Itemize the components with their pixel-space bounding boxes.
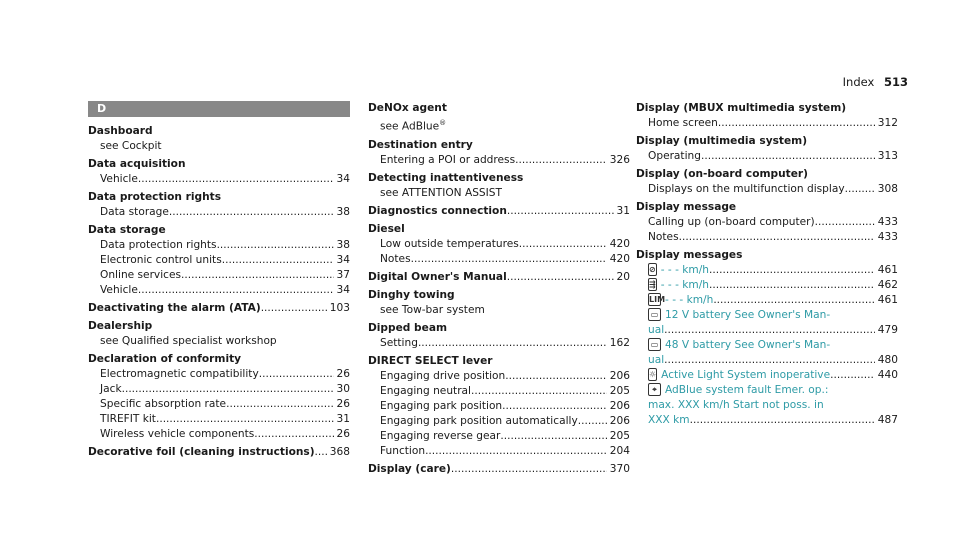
leader-dots <box>259 367 334 382</box>
heading-text: Dashboard <box>88 125 153 137</box>
heading-text: Data protection rights <box>88 191 222 203</box>
leader-dots <box>156 412 334 427</box>
index-heading <box>636 200 898 215</box>
page-ref[interactable]: 37 <box>336 269 350 281</box>
sub-entry-text: Home screen <box>648 117 718 129</box>
sub-entry[interactable] <box>636 308 898 338</box>
leader-dots <box>578 414 607 429</box>
sub-entry-text: ual <box>648 324 665 336</box>
sub-entry-line <box>648 413 898 428</box>
index-entry <box>88 319 350 349</box>
sub-entry-text: Active Light System inoperative <box>661 369 831 381</box>
sub-entry[interactable] <box>636 338 898 368</box>
sub-entry-text: Setting <box>380 336 418 349</box>
heading-text: Decorative foil (cleaning instructions) <box>88 446 315 458</box>
section-letter-bar: D <box>88 101 350 117</box>
page-ref[interactable]: 34 <box>336 173 350 185</box>
leader-dots <box>500 429 606 444</box>
page-ref[interactable]: 103 <box>329 302 350 314</box>
sub-entry-text: Notes <box>648 231 679 243</box>
sub-entry[interactable] <box>88 253 350 268</box>
page-ref[interactable]: 420 <box>609 237 630 250</box>
index-entry <box>88 190 350 220</box>
leader-dots <box>507 270 614 285</box>
page-ref[interactable]: 326 <box>609 153 630 166</box>
leader-dots <box>515 153 607 168</box>
heading-text: Digital Owner's Manual <box>368 270 507 283</box>
page-ref[interactable]: 461 <box>877 264 898 276</box>
battery-12v-icon: ▭ <box>648 308 661 321</box>
page-ref[interactable]: 205 <box>609 429 630 442</box>
index-heading[interactable] <box>368 270 630 285</box>
leader-dots <box>254 427 333 442</box>
page-ref[interactable]: 313 <box>877 150 898 162</box>
page-ref[interactable]: 370 <box>609 462 630 475</box>
sub-entry-text: 48 V battery See Owner's Man- <box>665 339 831 351</box>
leader-dots <box>451 462 607 477</box>
sub-entry-text: Jack <box>100 383 122 395</box>
heading-text: Display (MBUX multimedia system) <box>636 102 847 114</box>
leader-dots <box>261 301 327 316</box>
battery-48v-icon: ▭ <box>648 338 661 351</box>
index-heading <box>368 222 630 237</box>
sub-entry[interactable] <box>636 368 898 383</box>
cruise-control-icon: ⊘ <box>649 265 656 274</box>
index-column-2 <box>368 101 630 480</box>
sub-entry[interactable] <box>368 399 630 414</box>
index-entry <box>88 445 350 460</box>
heading-text: Deactivating the alarm (ATA) <box>88 302 261 314</box>
sub-entry[interactable] <box>88 412 350 427</box>
distance-pilot-icon: ⇶ <box>649 280 656 289</box>
page-ref[interactable]: 34 <box>336 254 350 266</box>
sub-entry-text: TIREFIT kit <box>100 413 156 425</box>
sub-entry-text: 12 V battery See Owner's Man- <box>665 309 831 321</box>
adblue-icon: ⌖ <box>648 383 661 396</box>
index-entry <box>88 301 350 316</box>
sub-entry-text: Function <box>380 444 426 457</box>
index-heading <box>88 124 350 139</box>
sub-entry-text: Engaging neutral <box>380 384 471 397</box>
leader-dots <box>815 215 875 230</box>
sub-entry-text: Data storage <box>100 206 169 218</box>
index-column-3 <box>636 101 898 431</box>
heading-text: Display (on-board computer) <box>636 168 808 180</box>
page-ref[interactable]: 26 <box>336 428 350 440</box>
sub-entry-line <box>648 353 898 368</box>
sub-entry-text: see Cockpit <box>100 140 162 152</box>
index-heading <box>88 190 350 205</box>
sub-entry-text: Online services <box>100 269 182 281</box>
sub-entry-text: Data protection rights <box>100 239 217 251</box>
index-entry <box>636 200 898 245</box>
sub-entry[interactable] <box>88 397 350 412</box>
sub-entry[interactable] <box>368 444 630 459</box>
leader-dots <box>709 263 875 278</box>
index-entry <box>368 101 630 135</box>
index-entry <box>368 204 630 219</box>
heading-text: Display message <box>636 201 737 213</box>
sub-entry-line <box>648 308 898 323</box>
page-header <box>843 75 908 89</box>
sub-entry-line <box>648 323 898 338</box>
index-entry <box>368 462 630 477</box>
index-entry <box>368 354 630 459</box>
page-ref[interactable]: 479 <box>877 324 898 336</box>
index-heading <box>368 321 630 336</box>
leader-dots <box>709 278 875 293</box>
sub-entry-text: Specific absorption rate <box>100 398 227 410</box>
sub-entry-text: see Qualified specialist workshop <box>100 335 277 347</box>
leader-dots <box>664 323 875 338</box>
sub-entry[interactable] <box>88 382 350 397</box>
page-ref[interactable]: 30 <box>336 383 350 395</box>
sub-entry[interactable] <box>636 263 898 278</box>
heading-text: Declaration of conformity <box>88 353 242 365</box>
leader-dots <box>505 369 607 384</box>
index-heading <box>636 101 898 116</box>
page-ref[interactable]: 162 <box>609 336 630 349</box>
heading-text: Display (care) <box>368 462 451 475</box>
leader-dots <box>679 230 875 245</box>
sub-entry <box>368 116 630 135</box>
sub-entry-line <box>648 398 898 413</box>
sub-entry <box>88 139 350 154</box>
sub-entry[interactable] <box>368 153 630 168</box>
leader-dots <box>718 116 875 131</box>
page-ref[interactable]: 462 <box>877 279 898 291</box>
index-heading <box>88 319 350 334</box>
index-heading <box>636 167 898 182</box>
index-heading[interactable] <box>368 462 630 477</box>
index-entry <box>368 288 630 318</box>
sub-entry-text: XXX km <box>648 414 690 426</box>
index-heading <box>368 101 630 116</box>
leader-dots <box>226 397 333 412</box>
page-ref[interactable]: 26 <box>336 368 350 380</box>
leader-dots <box>507 204 614 219</box>
index-entry <box>636 101 898 131</box>
page-ref[interactable]: 34 <box>336 284 350 296</box>
index-heading <box>88 157 350 172</box>
page-ref[interactable]: 26 <box>336 398 350 410</box>
sub-entry[interactable] <box>88 238 350 253</box>
sub-entry-text: Engaging reverse gear <box>380 429 501 442</box>
heading-text: Diesel <box>368 222 405 235</box>
sub-entry-text: Displays on the multifunction display <box>648 183 845 195</box>
page-ref[interactable]: 368 <box>329 446 350 458</box>
leader-dots <box>418 336 607 351</box>
sub-entry-text: Entering a POI or address <box>380 153 516 166</box>
page-ref[interactable]: 206 <box>609 414 630 427</box>
sub-entry <box>368 186 630 201</box>
leader-dots <box>411 252 607 267</box>
page-ref[interactable]: 461 <box>877 294 898 306</box>
sub-entry[interactable] <box>88 172 350 187</box>
heading-text: Dinghy towing <box>368 288 455 301</box>
index-entry <box>368 138 630 168</box>
index-entry <box>368 321 630 351</box>
page-ref[interactable]: 31 <box>616 204 630 217</box>
page-ref[interactable]: 206 <box>609 399 630 412</box>
sub-entry-text: see AdBlue <box>380 120 440 133</box>
page-ref[interactable]: 206 <box>609 369 630 382</box>
index-entry <box>368 171 630 201</box>
sub-entry-text: Calling up (on-board computer) <box>648 216 815 228</box>
sub-entry[interactable] <box>636 215 898 230</box>
index-entry <box>88 352 350 442</box>
sub-entry[interactable] <box>636 116 898 131</box>
sub-entry-text: Electromagnetic compatibility <box>100 368 259 380</box>
heading-text: Dealership <box>88 320 153 332</box>
page-ref[interactable]: 31 <box>336 413 350 425</box>
index-heading <box>636 134 898 149</box>
index-heading <box>88 352 350 367</box>
sub-entry-text: Wireless vehicle components <box>100 428 255 440</box>
sub-entry[interactable] <box>368 384 630 399</box>
sub-entry[interactable] <box>88 268 350 283</box>
sub-entry[interactable] <box>636 383 898 428</box>
heading-text: Display (multimedia system) <box>636 135 808 147</box>
sub-entry[interactable] <box>88 205 350 220</box>
index-heading <box>368 354 630 369</box>
index-entry <box>368 222 630 267</box>
sub-entry[interactable] <box>88 427 350 442</box>
page-ref[interactable]: 420 <box>609 252 630 265</box>
leader-dots <box>713 293 874 308</box>
sub-entry <box>88 334 350 349</box>
sub-entry[interactable] <box>368 429 630 444</box>
sub-entry[interactable] <box>636 230 898 245</box>
sub-entry-text: AdBlue system fault Emer. op.: <box>665 384 829 396</box>
page-ref[interactable]: 440 <box>877 369 898 381</box>
sub-entry[interactable] <box>368 237 630 252</box>
index-entry <box>636 248 898 428</box>
sub-entry[interactable] <box>368 414 630 429</box>
sub-entry[interactable] <box>636 293 898 308</box>
header-label: Index <box>842 75 875 89</box>
sub-entry-text: Vehicle <box>100 284 138 296</box>
page-ref[interactable]: 205 <box>609 384 630 397</box>
leader-dots <box>122 382 334 397</box>
leader-dots <box>169 205 334 220</box>
index-heading <box>368 138 630 153</box>
sub-entry[interactable] <box>368 336 630 351</box>
sub-entry[interactable] <box>368 252 630 267</box>
sub-entry-text: Vehicle <box>100 173 138 185</box>
sub-entry-text: Engaging drive position <box>380 369 506 382</box>
sub-entry-text: max. XXX km/h Start not poss. in <box>648 399 824 411</box>
heading-text: Data storage <box>88 224 166 236</box>
sub-entry-text: see ATTENTION ASSIST <box>380 186 502 199</box>
page-ref[interactable]: 20 <box>616 270 630 283</box>
leader-dots <box>138 283 334 298</box>
index-heading[interactable] <box>88 301 350 316</box>
sub-entry-line <box>648 383 898 398</box>
sub-entry[interactable] <box>88 367 350 382</box>
page-ref[interactable]: 487 <box>877 414 898 426</box>
leader-dots <box>845 182 875 197</box>
sub-entry-text: Engaging park position <box>380 399 503 412</box>
index-heading <box>636 248 898 263</box>
sub-entry-text: Notes <box>380 252 411 265</box>
sub-entry-text: - - - km/h <box>660 279 710 291</box>
index-heading <box>368 288 630 303</box>
heading-text: Diagnostics connection <box>368 204 507 217</box>
sub-entry[interactable] <box>636 278 898 293</box>
heading-text: DIRECT SELECT lever <box>368 354 493 367</box>
index-entry <box>636 134 898 164</box>
heading-text: Dipped beam <box>368 321 448 334</box>
page-ref[interactable]: 204 <box>609 444 630 457</box>
sub-entry[interactable] <box>636 182 898 197</box>
page-ref[interactable]: 433 <box>877 216 898 228</box>
index-heading[interactable] <box>88 445 350 460</box>
light-icon: ☼ <box>649 370 657 379</box>
heading-text: Data acquisition <box>88 158 186 170</box>
page-ref[interactable]: 480 <box>877 354 898 366</box>
index-entry <box>88 223 350 298</box>
index-entry <box>368 270 630 285</box>
leader-dots <box>502 399 607 414</box>
leader-dots <box>830 368 875 383</box>
page-ref[interactable]: 312 <box>877 117 898 129</box>
leader-dots <box>217 238 334 253</box>
sub-entry[interactable] <box>368 369 630 384</box>
leader-dots <box>138 172 334 187</box>
sub-entry-text: - - - km/h <box>660 264 710 276</box>
sub-entry-line <box>648 338 898 353</box>
sub-entry[interactable] <box>636 149 898 164</box>
index-entry <box>88 157 350 187</box>
sub-entry <box>368 303 630 318</box>
page-ref[interactable]: 308 <box>877 183 898 195</box>
heading-text: Destination entry <box>368 138 473 151</box>
leader-dots <box>315 445 327 460</box>
leader-dots <box>690 413 875 428</box>
leader-dots <box>664 353 875 368</box>
sub-entry-text: - - - km/h <box>665 294 714 306</box>
sub-entry-text: Electronic control units <box>100 254 222 266</box>
heading-text: Detecting inattentiveness <box>368 171 524 184</box>
sub-entry[interactable] <box>88 283 350 298</box>
index-column-1 <box>88 101 350 463</box>
page-number: 513 <box>883 75 908 89</box>
heading-text: DeNOx agent <box>368 102 447 114</box>
page-ref[interactable]: 38 <box>336 206 350 218</box>
index-entry <box>636 167 898 197</box>
leader-dots <box>701 149 875 164</box>
index-heading <box>88 223 350 238</box>
limiter-icon: LIM <box>649 295 666 304</box>
index-heading <box>368 171 630 186</box>
sub-entry-text: ual <box>648 354 665 366</box>
leader-dots <box>181 268 334 283</box>
heading-text: Display messages <box>636 249 743 261</box>
sub-entry-text: Low outside temperatures <box>380 237 519 250</box>
page-ref[interactable]: 433 <box>877 231 898 243</box>
leader-dots <box>425 444 607 459</box>
sub-entry-text: Engaging park position automatically <box>380 414 578 427</box>
leader-dots <box>519 237 607 252</box>
leader-dots <box>471 384 607 399</box>
index-heading[interactable] <box>368 204 630 219</box>
registered-mark: ® <box>439 119 447 127</box>
sub-entry-text: Operating <box>648 150 701 162</box>
leader-dots <box>222 253 334 268</box>
index-entry <box>88 124 350 154</box>
page-ref[interactable]: 38 <box>336 239 350 251</box>
sub-entry-text: see Tow-bar system <box>380 303 485 316</box>
